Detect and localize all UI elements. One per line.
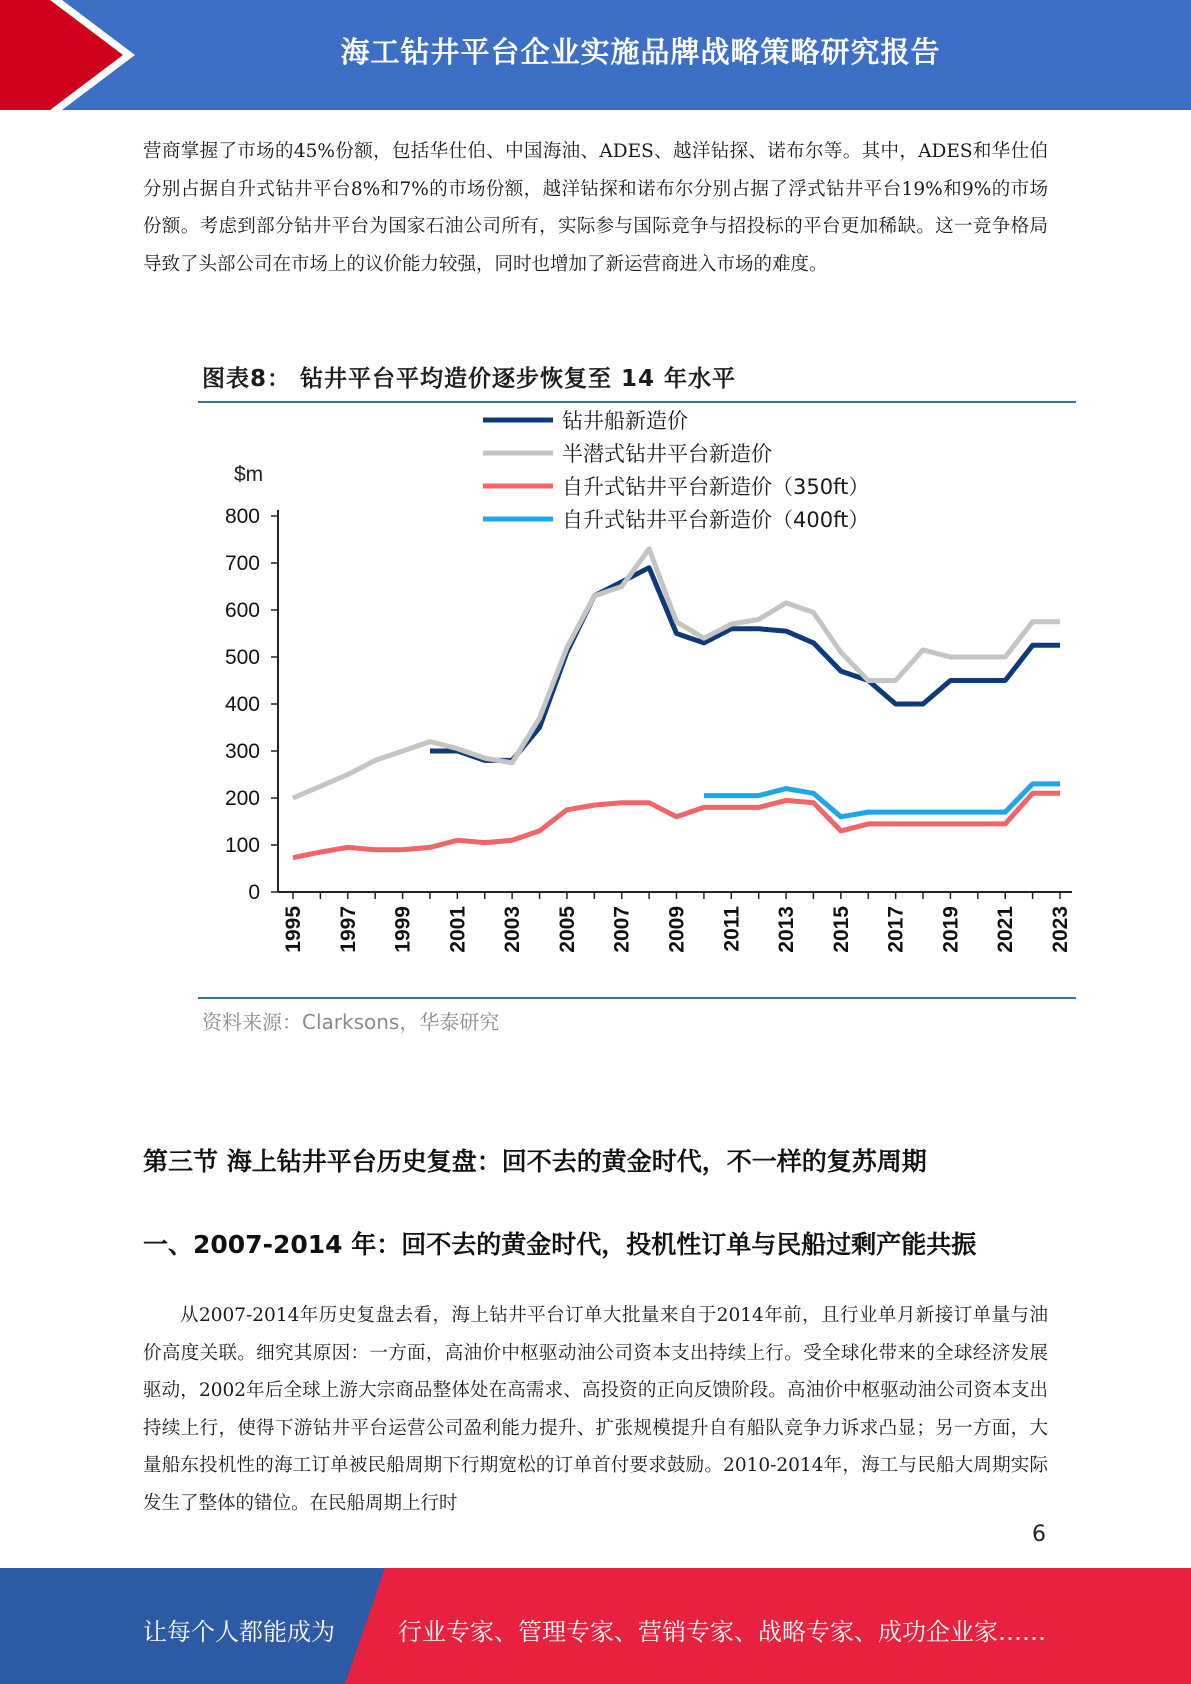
- chart-bottom-rule: [198, 997, 1076, 999]
- x-tick-label: 2009: [665, 906, 689, 953]
- x-tick-label: 2015: [829, 906, 853, 953]
- legend-label-2: 半潜式钻井平台新造价: [562, 442, 772, 466]
- body-paragraph-1: 营商掌握了市场的45%份额，包括华仕伯、中国海油、ADES、越洋钻探、诺布尔等。其中，ADES和华仕伯分别占据自升式钻井平台8%和7%的市场份额，越洋钻探和诺布尔分别占据了浮式钻井平台19%和9%的市场份额。考虑到部分钻井平台为国家石油公司所有，实际参与国际竞争与招投标的平台更加稀缺。这一竞争格局导致了头部公司在市场上的议价能力较强，同时也增加了新运营商进入市场的难度。: [143, 141, 1048, 275]
- y-tick-label: 200: [224, 787, 260, 810]
- y-tick-label: 300: [224, 740, 260, 763]
- x-tick-label: 2021: [994, 906, 1018, 953]
- chart-source: 资料来源：Clarksons，华泰研究: [202, 1010, 500, 1034]
- x-tick-label: 2017: [884, 906, 908, 953]
- y-tick-label: 0: [248, 881, 260, 904]
- legend-label-4: 自升式钻井平台新造价（400ft）: [562, 508, 870, 532]
- chart-title: 图表8： 钻井平台平均造价逐步恢复至 14 年水平: [202, 366, 737, 392]
- y-tick-label: 400: [224, 693, 260, 716]
- y-tick-label: 800: [224, 505, 260, 528]
- x-tick-label: 1995: [282, 906, 305, 953]
- x-tick-label: 2001: [446, 906, 470, 953]
- legend-label-3: 自升式钻井平台新造价（350ft）: [562, 475, 870, 499]
- legend-label-1: 钻井船新造价: [562, 409, 688, 433]
- x-tick-label: 2007: [610, 906, 634, 953]
- series-line-3: [293, 793, 1060, 857]
- body-paragraph-2: 从2007-2014年历史复盘去看，海上钻井平台订单大批量来自于2014年前，且行业单月新接订单量与油价高度关联。细究其原因：一方面，高油价中枢驱动油公司资本支出持续上行。受全球化带来的全球经济发展驱动，2002年后全球上游大宗商品整体处在高需求、高投资的正向反馈阶段。高油价中枢驱动油公司资本支出持续上行，使得下游钻井平台运营公司盈利能力提升、扩张规模提升自有船队竞争力诉求凸显；另一方面，大量船东投机性的海工订单被民船周期下行期宽松的订单首付要求鼓励。2010-2014年，海工与民船大周期实际发生了整体的错位。在民船周期上行时: [143, 1305, 1048, 1514]
- chart-top-rule: [198, 401, 1076, 403]
- y-axis-unit-label: $m: [234, 463, 264, 486]
- x-tick-label: 2003: [501, 906, 525, 953]
- y-tick-label: 500: [224, 646, 260, 669]
- x-tick-label: 2013: [775, 906, 799, 953]
- y-tick-label: 600: [224, 599, 260, 622]
- series-line-1: [430, 568, 1060, 761]
- line-chart: [198, 404, 1076, 996]
- x-tick-label: 1999: [391, 906, 415, 953]
- series-line-2: [293, 549, 1060, 798]
- x-tick-label: 2011: [720, 906, 744, 952]
- page-header: [0, 0, 1191, 110]
- x-tick-label: 2023: [1049, 906, 1072, 953]
- page-footer: [0, 1568, 1191, 1684]
- section-heading: 第三节 海上钻井平台历史复盘：回不去的黄金时代，不一样的复苏周期: [143, 1147, 927, 1176]
- sub-heading: 一、2007-2014 年：回不去的黄金时代，投机性订单与民船过剩产能共振: [143, 1230, 977, 1259]
- y-tick-label: 100: [224, 834, 260, 857]
- footer-slogan-right: 行业专家、管理专家、营销专家、战略专家、成功企业家……: [398, 1618, 1046, 1646]
- y-tick-label: 700: [224, 552, 260, 575]
- x-tick-label: 2019: [939, 906, 963, 953]
- x-tick-label: 2005: [555, 906, 579, 953]
- page-number: 6: [1032, 1522, 1046, 1547]
- x-tick-label: 1997: [336, 906, 360, 953]
- report-title: 海工钻井平台企业实施品牌战略策略研究报告: [340, 35, 941, 69]
- series-line-4: [704, 784, 1060, 817]
- footer-slogan-left: 让每个人都能成为: [143, 1618, 335, 1646]
